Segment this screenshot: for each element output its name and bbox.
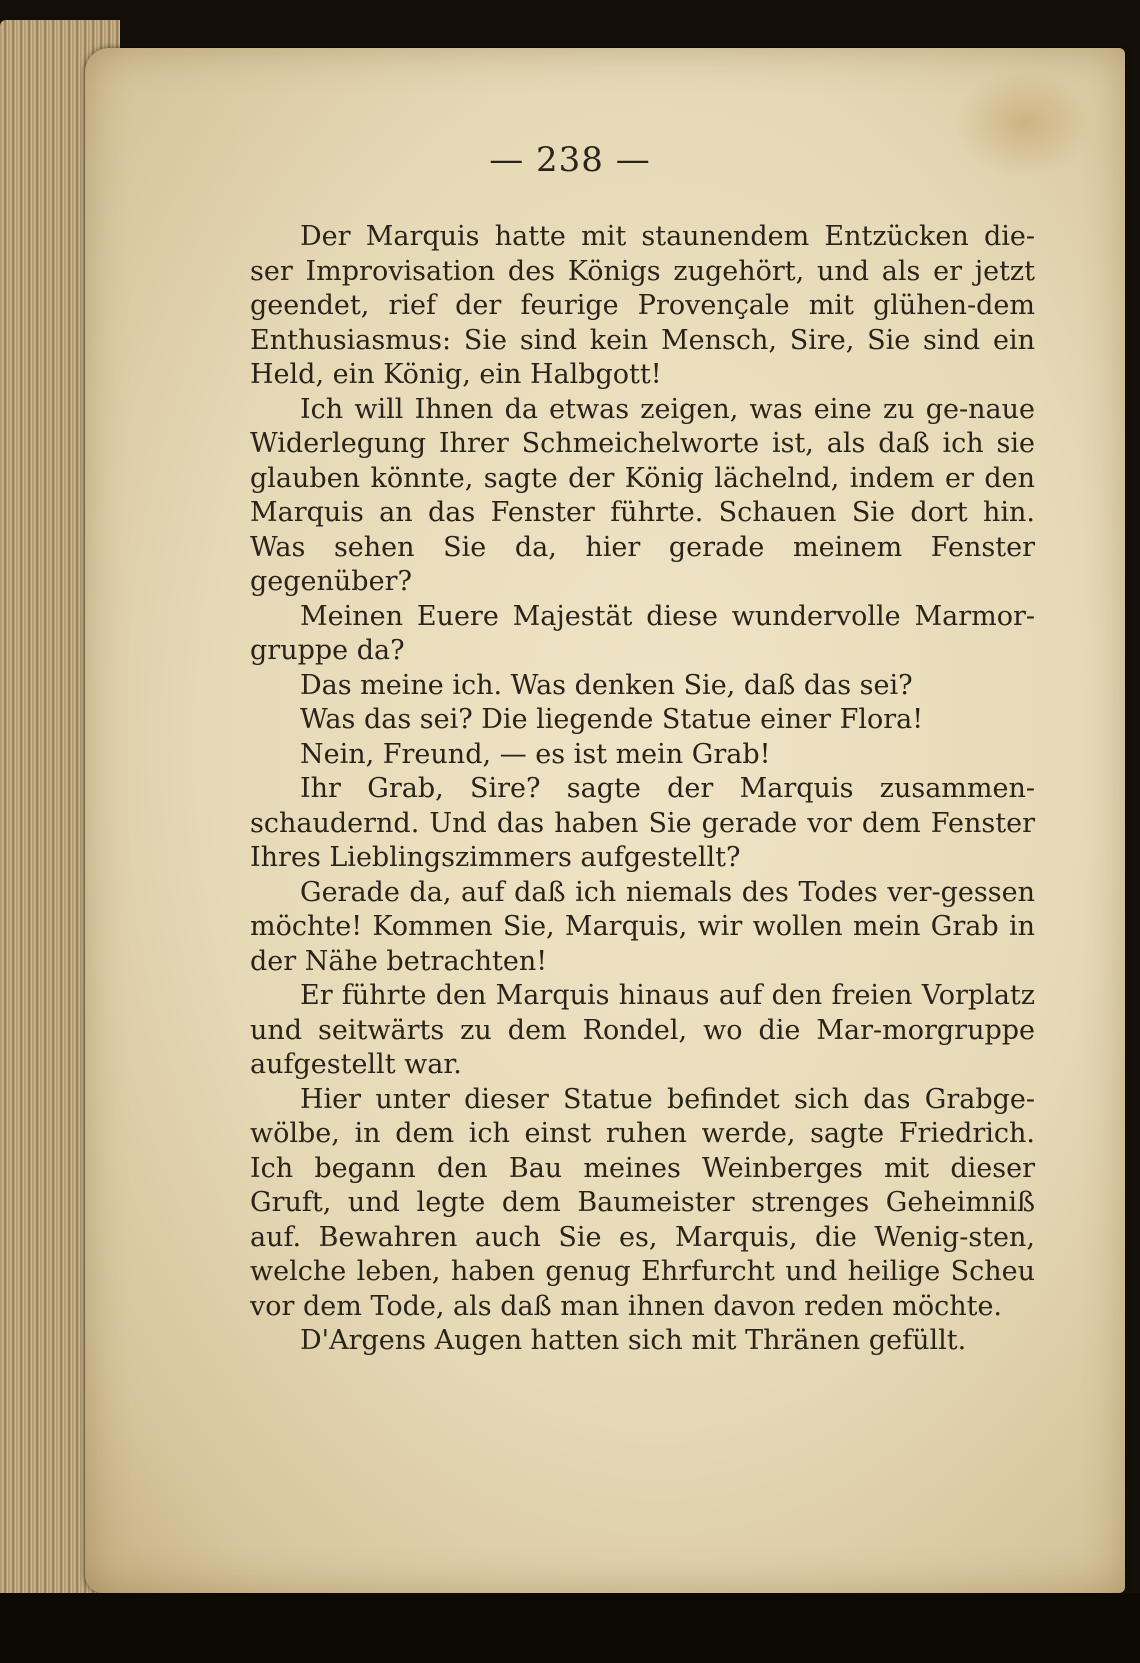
- paragraph: Nein, Freund, — es ist mein Grab!: [300, 738, 771, 770]
- paragraph: D'Argens Augen hatten sich mit Thränen gefüllt.: [300, 1325, 967, 1356]
- scan-border: [0, 1593, 1140, 1663]
- paragraph: Er führte den Marquis hinaus auf den freien Vorplatz und seitwärts zu dem Rondel, wo die Mar-morgruppe aufgestellt war.: [250, 980, 1035, 1080]
- paragraph: Hier unter dieser Statue befindet sich das Grabge-wölbe, in dem ich einst ruhen werde, sagte Friedrich. Ich begann den Bau meines Weinberges mit dieser Gruft, und legte dem Baumeister strenges Geheimniß auf. Bewahren auch Sie es, Marquis, die Wenig-sten, welche leben, haben genug Ehrfurcht und heilige Scheu vor dem Tode, als daß man ihnen davon reden möchte.: [250, 1083, 1035, 1322]
- paragraph: Gerade da, auf daß ich niemals des Todes ver-gessen möchte! Kommen Sie, Marquis, wir wollen mein Grab in der Nähe betrachten!: [250, 876, 1035, 977]
- body-text: [250, 220, 1035, 1359]
- paragraph: Was das sei? Die liegende Statue einer Flora!: [300, 704, 924, 735]
- paragraph: Das meine ich. Was denken Sie, daß das sei?: [300, 669, 913, 701]
- page-number: — 238 —: [489, 140, 651, 180]
- paragraph: Ihr Grab, Sire? sagte der Marquis zusammen-schaudernd. Und das haben Sie gerade vor dem Fenster Ihres Lieblingszimmers aufgestellt?: [250, 773, 1035, 873]
- paragraph: Meinen Euere Majestät diese wundervolle Marmor-gruppe da?: [250, 600, 1035, 666]
- paragraph: Ich will Ihnen da etwas zeigen, was eine zu ge-naue Widerlegung Ihrer Schmeichelworte ist, als daß ich sie glauben könnte, sagte der König lächelnd, indem er den Marquis an das Fenster führte. Schauen Sie dort hin. Was sehen Sie da, hier gerade meinem Fenster gegenüber?: [250, 393, 1035, 597]
- paragraph: Der Marquis hatte mit staunendem Entzücken die-ser Improvisation des Königs zugehört, und als er jetzt geendet, rief der feurige Provençale mit glühen-dem Enthusiasmus: Sie sind kein Mensch, Sire, Sie sind ein Held, ein König, ein Halbgott!: [250, 221, 1035, 390]
